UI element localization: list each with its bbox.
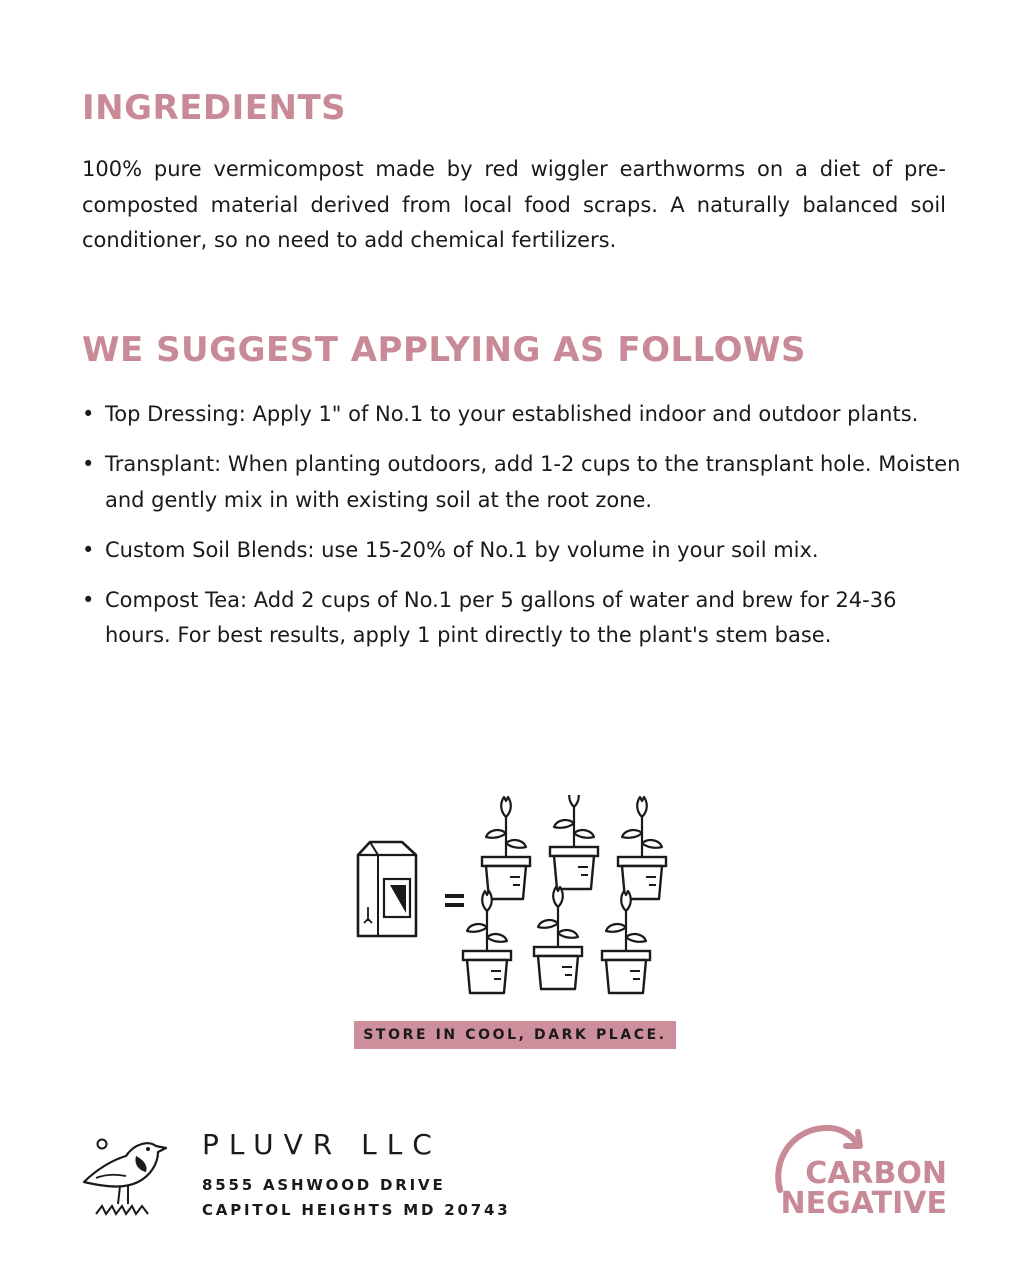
potted-plant-icon (618, 797, 666, 899)
application-item-soil-blends: • Custom Soil Blends: use 15-20% of No.1 by volume in your soil mix. (82, 533, 962, 569)
company-name: PLUVR LLC (202, 1128, 442, 1161)
application-heading: WE SUGGEST APPLYING AS FOLLOWS (82, 330, 806, 370)
storage-instructions-text: STORE IN COOL, DARK PLACE. (363, 1027, 667, 1043)
bullet-icon: • (82, 402, 95, 426)
address-city: CAPITOL HEIGHTS MD 20743 (202, 1201, 511, 1219)
potted-plant-icon (602, 891, 650, 993)
badge-line-carbon: CARBON (805, 1156, 947, 1191)
potted-plant-icon (534, 887, 582, 989)
application-item-transplant: • Transplant: When planting outdoors, add 1-2 cups to the transplant hole. Moisten and gently mix in with existing soil at the root zone. (82, 447, 962, 518)
ingredients-description: 100% pure vermicompost made by red wiggler earthworms on a diet of pre-composted material derived from local food scraps. A naturally balanced soil conditioner, so no need to add chemical fertilizers. (82, 157, 946, 252)
application-item-compost-tea: • Compost Tea: Add 2 cups of No.1 per 5 gallons of water and brew for 24-36 hours. For best results, apply 1 pint directly to the plant's stem base. (82, 583, 962, 654)
address-street: 8555 ASHWOOD DRIVE (202, 1176, 446, 1194)
bullet-icon: • (82, 587, 95, 612)
potted-plant-icon (482, 797, 530, 899)
bullet-icon: • (82, 452, 95, 476)
bullet-icon: • (82, 537, 95, 562)
potted-plant-icon (463, 891, 511, 993)
ingredients-heading: INGREDIENTS (82, 88, 347, 128)
potted-plant-icon (550, 795, 598, 889)
carbon-negative-badge (768, 1120, 953, 1225)
storage-instructions-banner (354, 1021, 676, 1049)
bird-logo-icon (82, 1130, 168, 1220)
compost-bag-icon (358, 842, 416, 936)
bag-equals-six-plants-illustration (350, 795, 680, 1005)
application-list (82, 397, 962, 668)
equals-icon (445, 894, 464, 907)
badge-line-negative: NEGATIVE (780, 1186, 947, 1221)
application-item-top-dressing: • Top Dressing: Apply 1" of No.1 to your established indoor and outdoor plants. (82, 397, 962, 433)
